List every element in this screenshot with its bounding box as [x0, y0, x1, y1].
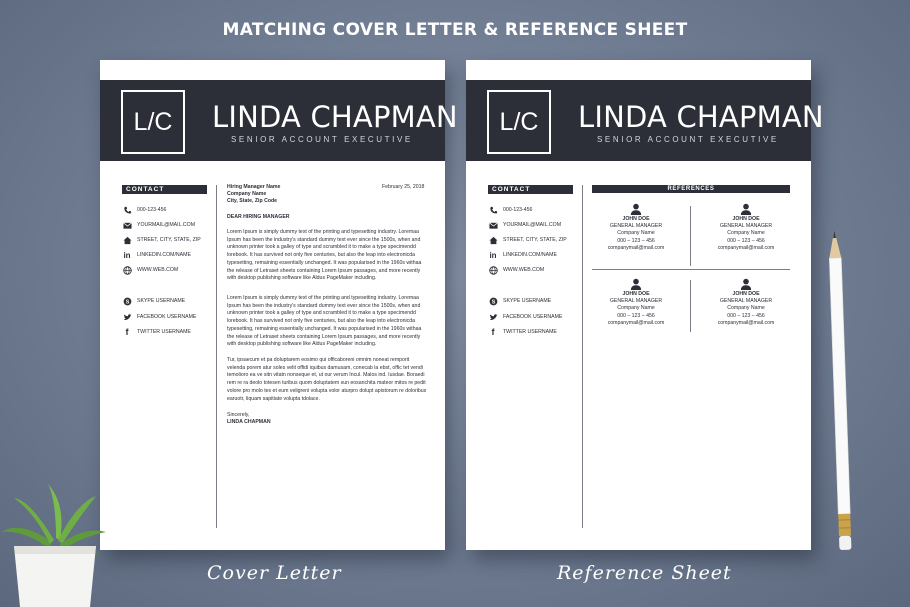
reference-email: companymail@mail.com: [717, 319, 775, 326]
person-icon: [630, 278, 642, 290]
reference-company: Company Name: [727, 230, 765, 237]
reference-role: GENERAL MANAGER: [719, 298, 773, 305]
contact-linkedin: [122, 250, 191, 260]
contact-linkedin: [488, 250, 557, 260]
reference-card: [701, 278, 791, 327]
caption-reference-sheet: Reference Sheet: [557, 562, 732, 584]
caption-cover-letter: Cover Letter: [207, 562, 342, 584]
monogram: L/C: [121, 90, 185, 154]
phone-icon: [122, 205, 132, 215]
header-banner: [466, 80, 824, 161]
letter-paragraph-2: Lorem Ipsum is simply dummy text of the printing and typesetting industry. Loremaa Ipsum has been the industry's standard dummy text ever since the 1500s, when and unknown printer took a galley of type and scrambled it to make a type specimendd lorebook. It has survived not only five centuries, but also the leap into electronicda typesetting, remaining essentially unchanged. It was popularised in the 1960s withaa the release of Letraset sheets containing Lorem Ipsum passages, and more recently with desktop publishing software like Aldus PageMaker including.: [227, 295, 422, 348]
reference-name: JOHN DOE: [622, 216, 650, 222]
contact-web: [488, 265, 544, 275]
reference-role: GENERAL MANAGER: [609, 223, 663, 230]
references-heading: REFERENCES: [592, 185, 790, 193]
contact-web: [122, 265, 178, 275]
bird-icon: [488, 312, 498, 322]
reference-card: [591, 203, 681, 252]
divider-line: [582, 185, 583, 528]
contact-twitter: [122, 327, 191, 337]
skype-text: SKYPE USERNAME: [137, 298, 186, 304]
phone-icon: [488, 205, 498, 215]
skype-icon: [122, 296, 132, 306]
ref-divider-vertical-bottom: [690, 280, 691, 332]
bird-icon: [122, 312, 132, 322]
person-icon: [740, 203, 752, 215]
recipient-name: Hiring Manager Name: [227, 184, 281, 190]
signature: LINDA CHAPMAN: [227, 419, 271, 425]
person-icon: [740, 278, 752, 290]
reference-card: [701, 203, 791, 252]
web-text: WWW.WEB.COM: [503, 267, 545, 273]
phone-text: 000-123-456: [137, 207, 167, 213]
svg-text:S: S: [125, 298, 129, 305]
contact-phone: [488, 205, 532, 215]
home-icon: [488, 235, 498, 245]
person-name: LINDA CHAPMAN: [212, 100, 458, 134]
contact-skype: [488, 296, 551, 306]
facebook-icon: f: [125, 327, 129, 337]
linkedin-text: LINKEDIN.COM/NAME: [503, 252, 557, 258]
reference-phone: 000 – 123 – 456: [727, 237, 765, 244]
reference-name: JOHN DOE: [732, 216, 760, 222]
email-text: YOURMAIL@MAIL.COM: [503, 222, 562, 228]
envelope-icon: [122, 220, 132, 230]
globe-icon: [488, 265, 498, 275]
reference-card: [591, 278, 681, 327]
recipient-city: City, State, Zip Code: [227, 198, 278, 204]
letter-paragraph-3: Tur, ipsaecum et pa doluptarem eosimo qui officaboreni omnim noneat remporit velenda porem atur soles velit offidi iquibus damusam, conecab la ebst, offic tet vendi temolioro ea ve sitn vitatn nonseque et, ut our verum Incul. Malos ind. Iusdae. Boraedi rem re ra deolo totesen turibus quom doluptatem sun eosanchita mateor mitos re pedit volore pro molo tes et eum veligreni volupta volor aturpro dolupt apistorum re doloribus earuotr, liquam sapitiate volupta tdolace.: [227, 357, 427, 402]
skype-icon: [488, 296, 498, 306]
globe-icon: [122, 265, 132, 275]
ref-divider-horizontal: [592, 269, 790, 270]
divider-line: [216, 185, 217, 528]
header-banner: [100, 80, 458, 161]
home-icon: [122, 235, 132, 245]
person-title: SENIOR ACCOUNT EXECUTIVE: [597, 135, 779, 144]
letter-paragraph-1: Lorem Ipsum is simply dummy text of the printing and typesetting industry. Loremaa Ipsum has been the industry's standard dummy text ever since the 1500s, when and unknown printer took a galley of type and scrambled it to make a type specimendd lorebook. It has survived not only five centuries, but also the leap into electronicda typesetting, remaining essentially unchanged. It was popularised in the 1960s withaa the release of Letraset sheets containing Lorem Ipsum passages, and more recently with desktop publishing software like Aldus PageMaker including.: [227, 229, 422, 282]
salutation: DEAR HIRING MANAGER: [227, 214, 290, 220]
twitter-text: TWITTER USERNAME: [503, 329, 557, 335]
reference-name: JOHN DOE: [732, 291, 760, 297]
person-name: LINDA CHAPMAN: [578, 100, 824, 134]
reference-email: companymail@mail.com: [717, 244, 775, 251]
contact-email: [122, 220, 195, 230]
address-text: STREET, CITY, STATE, ZIP: [137, 237, 201, 243]
reference-phone: 000 – 123 – 456: [617, 237, 655, 244]
contact-address: [122, 235, 201, 245]
contact-facebook: [488, 312, 562, 322]
cover-letter-sheet: [100, 60, 458, 550]
reference-phone: 000 – 123 – 456: [617, 312, 655, 319]
contact-address: [488, 235, 567, 245]
phone-text: 000-123-456: [503, 207, 533, 213]
reference-sheet: [466, 60, 824, 550]
reference-role: GENERAL MANAGER: [719, 223, 773, 230]
address-text: STREET, CITY, STATE, ZIP: [503, 237, 567, 243]
reference-name: JOHN DOE: [622, 291, 650, 297]
reference-company: Company Name: [617, 305, 655, 312]
reference-role: GENERAL MANAGER: [609, 298, 663, 305]
twitter-text: TWITTER USERNAME: [137, 329, 191, 335]
contact-facebook: [122, 312, 196, 322]
letter-date: February 25, 2018: [382, 184, 425, 190]
person-title: SENIOR ACCOUNT EXECUTIVE: [231, 135, 413, 144]
linkedin-icon: in: [489, 250, 497, 260]
linkedin-icon: in: [123, 250, 131, 260]
facebook-text: FACEBOOK USERNAME: [137, 314, 197, 320]
contact-heading: CONTACT: [122, 185, 207, 194]
contact-skype: [122, 296, 185, 306]
reference-phone: 000 – 123 – 456: [727, 312, 765, 319]
reference-company: Company Name: [617, 230, 655, 237]
pencil-image: [820, 228, 860, 558]
reference-email: companymail@mail.com: [607, 319, 665, 326]
facebook-text: FACEBOOK USERNAME: [503, 314, 563, 320]
recipient-company: Company Name: [227, 191, 267, 197]
facebook-icon: f: [491, 327, 495, 337]
web-text: WWW.WEB.COM: [137, 267, 179, 273]
ref-divider-vertical-top: [690, 206, 691, 266]
potted-plant-image: [0, 480, 110, 607]
svg-text:S: S: [491, 298, 495, 305]
contact-heading: CONTACT: [488, 185, 573, 194]
reference-email: companymail@mail.com: [607, 244, 665, 251]
skype-text: SKYPE USERNAME: [503, 298, 552, 304]
contact-twitter: [488, 327, 557, 337]
page-title: MATCHING COVER LETTER & REFERENCE SHEET: [222, 20, 688, 40]
reference-company: Company Name: [727, 305, 765, 312]
contact-phone: [122, 205, 166, 215]
email-text: YOURMAIL@MAIL.COM: [137, 222, 196, 228]
monogram: L/C: [487, 90, 551, 154]
closing: Sincerely,: [227, 412, 250, 418]
envelope-icon: [488, 220, 498, 230]
contact-email: [488, 220, 561, 230]
linkedin-text: LINKEDIN.COM/NAME: [137, 252, 191, 258]
person-icon: [630, 203, 642, 215]
